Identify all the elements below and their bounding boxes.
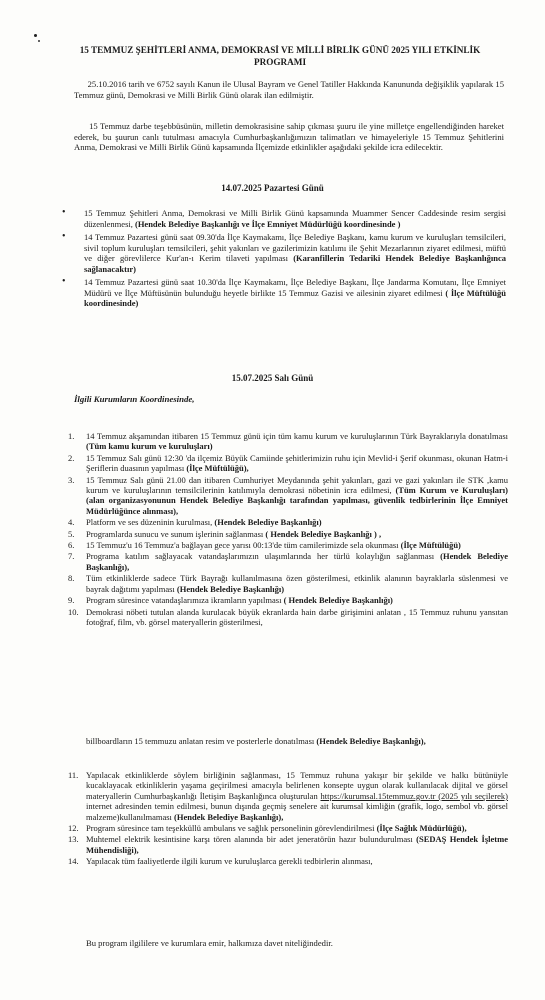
- item-responsible: (Hendek Belediye Başkanlığı): [176, 583, 285, 594]
- item-text: Programa katılım sağlayacak vatandaşlarımızın ulaşımlarında her türlü kolaylığın sağlanması: [86, 551, 441, 562]
- scan-mark: [38, 40, 40, 42]
- list-item: [60, 540, 508, 550]
- item-number: 8.: [68, 573, 75, 584]
- list-item: [60, 431, 508, 452]
- item-text: Demokrasi nöbeti tutulan alanda kurulacak büyük ekranlarda hain darbe girişimini anlatan , 15 Temmuz ruhunu yansıtan fotoğraf, film, vb. görsel materyallerin gösterilmesi,: [86, 606, 508, 627]
- list-item: [60, 573, 508, 594]
- item-number: 3.: [68, 474, 75, 485]
- list-item: [60, 475, 508, 517]
- intro-text-1: 25.10.2016 tarih ve 6752 sayılı Kanun ile Ulusal Bayram ve Genel Tatiller Hakkında Kanununda değişiklik yapılarak 15 Temmuz günü, Demokrasi ve Milli Birlik Günü olarak ilan edilmiştir.: [74, 79, 505, 100]
- list-item: [60, 529, 508, 539]
- item-responsible: (Hendek Belediye Başkanlığı),: [316, 736, 426, 746]
- list-item: [60, 770, 508, 822]
- item-number: 6.: [68, 540, 75, 551]
- item-text: Yapılacak etkinliklerde söylem birliğinin sağlanması, 15 Temmuz ruhuna yakışır bir şekilde ve halkı bütünüyle kucaklayacak etkinliklerin yaşama geçirilmesi amacıyla belirlenen konsepte uygun olarak kullanılacak dijital ve görsel materyallerin Cumhurbaşkanlığı İletişim Başkanlığınca oluşturulan: [86, 770, 508, 801]
- day2-list: [60, 431, 508, 628]
- list-item: [60, 551, 508, 572]
- intro-paragraph-1: [74, 79, 504, 100]
- item-responsible: (SEDAŞ Hendek İşletme Mühendisliği),: [86, 834, 508, 855]
- item-text: 14 Temmuz akşamından itibaren 15 Temmuz günü için tüm kamu kurum ve kuruluşlarının Türk Bayraklarıyla donatılması: [86, 431, 508, 441]
- item-number: 13.: [68, 834, 79, 845]
- item-responsible: (Hendek Belediye Başkanlığı): [214, 517, 322, 528]
- item-text: 15 Temmuz'u 16 Temmuz'a bağlayan gece yarısı 00:13'de tüm camilerimizde sela okunması: [86, 540, 401, 551]
- list-item: [60, 595, 508, 605]
- list-item: [58, 232, 506, 274]
- item-text: Program süresince vatandaşlarımıza ikramların yapılması: [86, 595, 284, 606]
- closing-statement: Bu program ilgililere ve kurumlara emir, halkımıza davet niteliğindedir.: [86, 938, 333, 948]
- item-text: Platform ve ses düzeninin kurulması,: [86, 517, 215, 528]
- item-number: 5.: [68, 528, 75, 539]
- item-responsible: ( İlçe Müftülüğü koordinesinde): [84, 287, 506, 308]
- item-text: Yapılacak tüm faaliyetlerde ilgili kurum ve kuruluşlarca gerekli tedbirlerin alınması,: [86, 856, 373, 867]
- item-responsible: (İlçe Müftülüğü),: [186, 463, 249, 474]
- item-text: 15 Temmuz Şehitleri Anma, Demokrasi ve Milli Birlik Günü kapsamında Muammer Sencer Caddesinde resim sergisi düzenlenmesi,: [84, 208, 506, 229]
- item-responsible: ( Hendek Belediye Başkanlığı ) ,: [265, 528, 382, 539]
- item-responsible: (Karanfillerin Tedariki Hendek Belediye Başkanlığınca sağlanacaktır): [84, 253, 506, 274]
- item-responsible: (İlçe Müftülüğü): [400, 540, 461, 551]
- item-number: 11.: [68, 770, 79, 780]
- list-item: [60, 856, 508, 866]
- item-text: 15 Temmuz Salı günü 12:30 'da ilçemiz Büyük Camiinde şehitlerimizin ruhu için Mevlid-i Şerif okunması, okunan Hatm-i Şeriflerin duasının yapılması: [86, 452, 508, 474]
- item-number: 2.: [68, 452, 75, 463]
- list-item: [60, 823, 508, 833]
- item-responsible: (Hendek Belediye Başkanlığı ve İlçe Emniyet Müdürlüğü koordinesinde ): [134, 218, 401, 229]
- intro-text-2: 15 Temmuz darbe teşebbüsünün, milletin demokrasisine sahip çıkması şuuru ile yine milletçe engellendiğinden hareket ederek, bu şuurun canlı tutulması amacıyla Cumhurbaşkanlığımızın talimatları ve himayeleriyle 15 Temmuz Şehitlerini Anma, Demokrasi ve Milli Birlik Günü kapsamında İlçemizde etkinlikler aşağıdaki şekilde icra edilecektir.: [74, 121, 505, 153]
- scan-mark: [34, 34, 37, 37]
- item-text: billboardların 15 temmuzu anlatan resim ve posterlerle donatılması: [86, 736, 317, 746]
- list-item: [60, 453, 508, 474]
- list-item: [60, 834, 508, 855]
- item-text: 14 Temmuz Pazartesi günü saat 09.30'da İlçe Kaymakamı, İlçe Belediye Başkanı, kamu kurum ve kuruluşları temsilcileri, sivil toplum kuruluşları temsilcileri, şehit yakınları ve gazilerimizin katılımı ile Şehit Mezarlarının ziyaret edilmesi, müftü ve diğer görevlilerce Kur'an-ı Kerim tilaveti yapılması: [84, 232, 506, 263]
- item-number: 4.: [68, 517, 75, 528]
- item-number: 7.: [68, 551, 75, 562]
- intro-paragraph-2: [74, 121, 504, 153]
- item-responsible: (Hendek Belediye Başkanlığı),: [86, 551, 509, 572]
- item-text: 14 Temmuz Pazartesi günü saat 10.30'da İlçe Kaymakamı, İlçe Belediye Başkanı, İlçe Jandarma Komutanı, İlçe Emniyet Müdürü ve İlçe Müftüsünün bulunduğu heyetle birlikte 15 Temmuz Gazisi ve ailesinin ziyaret edilmesi: [84, 277, 506, 298]
- coordination-heading: İlgili Kurumların Koordinesinde,: [74, 394, 195, 404]
- item-responsible: (İlçe Sağlık Müdürlüğü),: [376, 823, 467, 834]
- link-url[interactable]: https://kurumsal.15temmuz.gov.tr (2025 yılı seçilerek): [320, 790, 509, 801]
- list-item-continuation: [86, 736, 506, 746]
- item-number: 10.: [68, 606, 79, 617]
- item-number: 1.: [68, 431, 75, 441]
- item-responsible: (Tüm kamu kurum ve kuruluşları): [86, 441, 213, 452]
- list-item: [60, 607, 508, 628]
- item-text: Muhtemel elektrik kesintisine karşı tören alanında bir adet jeneratörün hazır bulundurulması: [86, 834, 417, 845]
- day2-list-continued: [60, 770, 508, 868]
- list-item: [58, 277, 506, 309]
- item-text: Tüm etkinliklerde sadece Türk Bayrağı kullanılmasına özen gösterilmesi, etkinlik alanının bayraklarla süslenmesi ve bayrak dağıtımı yapılması: [86, 573, 508, 594]
- item-text: Program süresince tam teşekküllü ambulans ve sağlık personelinin görevlendirilmesi: [86, 823, 377, 834]
- list-item: [60, 517, 508, 527]
- item-responsible: (Hendek Belediye Başkanlığı),: [174, 811, 284, 822]
- item-number: 12.: [68, 823, 79, 834]
- item-responsible: ( Hendek Belediye Başkanlığı): [283, 595, 393, 606]
- item-text: Programlarda sunucu ve sunum işlerinin sağlanması: [86, 528, 266, 539]
- list-item: [58, 208, 506, 229]
- day1-heading: 14.07.2025 Pazartesi Günü: [221, 183, 324, 193]
- item-text: internet adresinden temin edilmesi, bunun dışında geçmiş senelere ait kurumsal kimliğin (grafik, logo, sembol vb. görsel malzeme)kullanılmaması: [86, 801, 508, 822]
- item-number: 9.: [68, 595, 75, 606]
- day1-list: [58, 208, 506, 312]
- document-title: 15 TEMMUZ ŞEHİTLERİ ANMA, DEMOKRASİ VE MİLLİ BİRLİK GÜNÜ 2025 YILI ETKİNLİK PROGRAMI: [79, 45, 481, 67]
- item-number: 14.: [68, 856, 79, 867]
- day2-heading: 15.07.2025 Salı Günü: [231, 373, 314, 383]
- item-text: 15 Temmuz Salı günü 21.00 dan itibaren Cumhuriyet Meydanında şehit yakınları, gazi ve gazi yakınları ile STK ,kamu kurum ve kuruluşlarının temsilcilerinin katılımıyla demokrasi nöbetinin icra edilmesi,: [86, 474, 508, 496]
- item-responsible: (Tüm Kurum ve Kuruluşları) (alan organizasyonunun Hendek Belediye Başkanlığı tarafından yapılması, güvenlik tedbirlerinin İlçe Emniyet Müdürlüğünce alınması),: [86, 485, 508, 516]
